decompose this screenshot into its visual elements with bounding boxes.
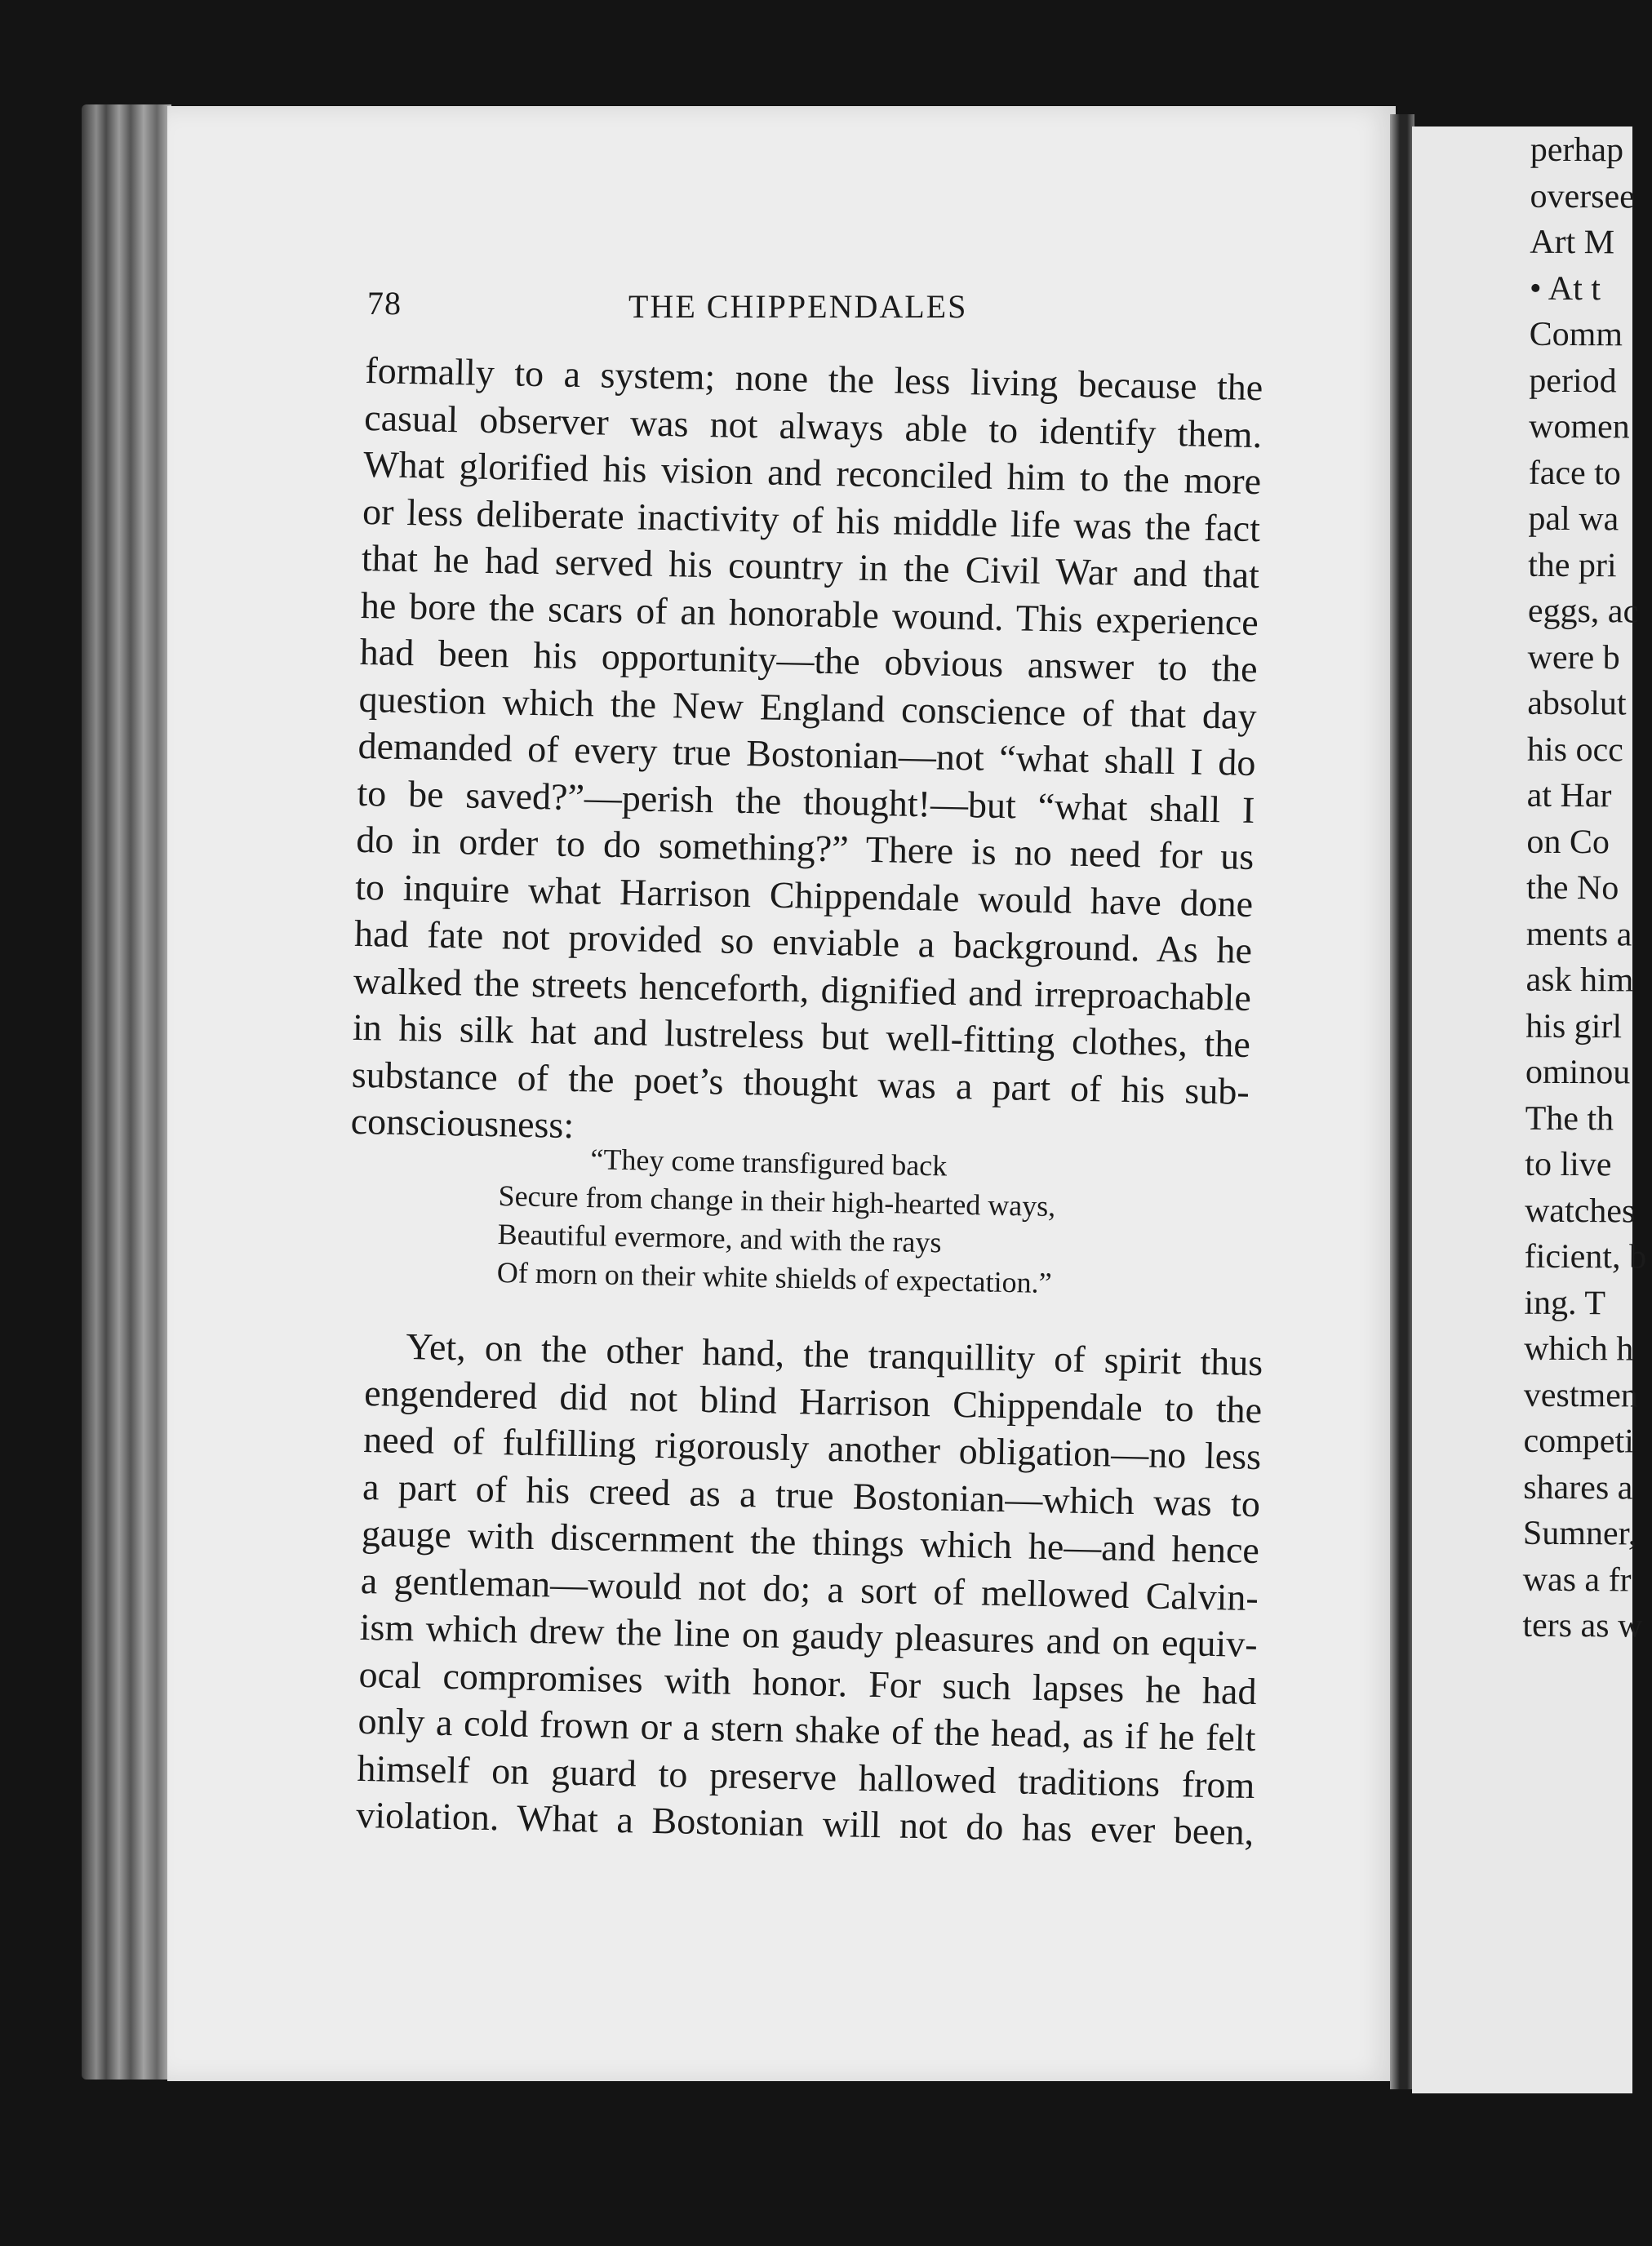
- text-line: question which the New England conscience of that day: [358, 677, 1258, 737]
- paragraph-1: [350, 347, 1263, 1161]
- text-line: only a cold frown or a stern shake of the head, as if he felt: [357, 1699, 1256, 1760]
- text-line: to inquire what Harrison Chippendale would have done: [354, 865, 1254, 925]
- right-page: [1412, 127, 1647, 2093]
- text-line: gauge with discernment the things which he—and hence: [361, 1511, 1260, 1572]
- right-page-line: The th: [1525, 1099, 1614, 1138]
- verse-line: Beautiful evermore, and with the rays: [497, 1217, 942, 1259]
- text-line: ocal compromises with honor. For such lapses he had: [358, 1653, 1258, 1712]
- right-page-line: ask him: [1525, 961, 1634, 1000]
- text-line: substance of the poet’s thought was a part of his sub-: [351, 1053, 1250, 1112]
- right-page-line: Art M: [1530, 223, 1615, 262]
- text-line: a part of his creed as a true Bostonian—which was to: [362, 1465, 1261, 1525]
- text-line: he bore the scars of an honorable wound. This experience: [360, 584, 1259, 643]
- right-page-line: competi: [1523, 1422, 1634, 1461]
- right-page-line: the No: [1525, 868, 1619, 908]
- right-page-line: women: [1528, 407, 1630, 446]
- right-page-line: vestmen: [1523, 1376, 1638, 1414]
- right-page-line: ing. T: [1524, 1284, 1606, 1322]
- paragraph-2: [356, 1322, 1263, 1856]
- verse-quotation: [496, 1139, 1152, 1304]
- right-page-line: ominou: [1525, 1053, 1631, 1092]
- right-page-line: perhap: [1530, 131, 1624, 170]
- right-page-line: absolut: [1527, 684, 1627, 723]
- right-page-line: ficient, b: [1524, 1237, 1647, 1276]
- text-line: consciousness:: [350, 1099, 575, 1147]
- right-page-line: was a fr: [1522, 1560, 1632, 1599]
- running-title: THE CHIPPENDALES: [628, 288, 968, 325]
- text-line: had fate not provided so enviable a background. As he: [353, 912, 1253, 971]
- right-page-line: at Har: [1526, 776, 1612, 815]
- right-page-line: face to: [1528, 454, 1621, 492]
- right-page-line: oversee: [1530, 177, 1635, 215]
- text-line: need of fulfilling rigorously another obligation—no less: [362, 1418, 1262, 1478]
- text-line: had been his opportunity—the obvious answer to the: [359, 630, 1259, 690]
- text-line: or less deliberate inactivity of his middle life was the fact: [362, 490, 1261, 549]
- text-line: a gentleman—would not do; a sort of mellowed Calvin-: [360, 1559, 1259, 1618]
- right-page-line: Sumner,: [1522, 1514, 1637, 1553]
- page-number: 78: [367, 285, 402, 322]
- text-line: do in order to do something?” There is no need for us: [355, 818, 1255, 878]
- right-page-line: period: [1529, 362, 1617, 400]
- text-line: ism which drew the line on gaudy pleasures and on equiv-: [359, 1605, 1259, 1666]
- text-line: in his silk hat and lustreless but well-fitting clothes, the: [352, 1005, 1251, 1065]
- right-page-line: his occ: [1526, 730, 1623, 769]
- right-page-line: his girl: [1525, 1007, 1623, 1045]
- right-page-text: [1404, 127, 1647, 1649]
- text-line: Yet, on the other hand, the tranquillity of spirit thus: [405, 1325, 1263, 1384]
- right-page-line: to live: [1525, 1145, 1612, 1184]
- right-page-line: on Co: [1526, 823, 1610, 861]
- right-page-line: shares a: [1523, 1468, 1633, 1507]
- right-page-line: • At t: [1529, 269, 1601, 308]
- verse-line: Secure from change in their high-hearted ways,: [498, 1178, 1056, 1223]
- text-line: that he had served his country in the Civil War and that: [361, 536, 1260, 597]
- text-line: demanded of every true Bostonian—not “what shall I do: [357, 724, 1256, 784]
- right-page-line: watches: [1524, 1192, 1636, 1230]
- right-page-line: Comm: [1529, 315, 1623, 354]
- verse-line: “They come transfigured back: [590, 1143, 948, 1183]
- text-line: walked the streets henceforth, dignified and irreproachable: [353, 959, 1252, 1019]
- text-line: violation. What a Bostonian will not do has ever been,: [355, 1793, 1255, 1853]
- text-line: himself on guard to preserve hallowed traditions from: [357, 1747, 1255, 1806]
- book-page-edges: [82, 104, 171, 2080]
- text-line: to be saved?”—perish the thought!—but “what shall I: [357, 771, 1255, 831]
- right-page-line: ters as w: [1522, 1606, 1643, 1645]
- right-page-line: the pri: [1528, 546, 1617, 584]
- right-page-line: eggs, ac: [1527, 592, 1639, 631]
- verse-line: Of morn on their white shields of expectation.”: [496, 1255, 1052, 1300]
- right-page-line: pal wa: [1528, 499, 1619, 539]
- right-page-line: which h: [1524, 1329, 1634, 1369]
- right-page-line: were b: [1527, 638, 1620, 677]
- text-line: formally to a system; none the less living because the: [364, 348, 1263, 409]
- right-page-line: ments a: [1525, 915, 1632, 953]
- text-line: casual observer was not always able to identify them.: [363, 396, 1263, 455]
- text-line: engendered did not blind Harrison Chippendale to the: [363, 1371, 1263, 1431]
- text-line: What glorified his vision and reconciled him to the more: [362, 442, 1262, 503]
